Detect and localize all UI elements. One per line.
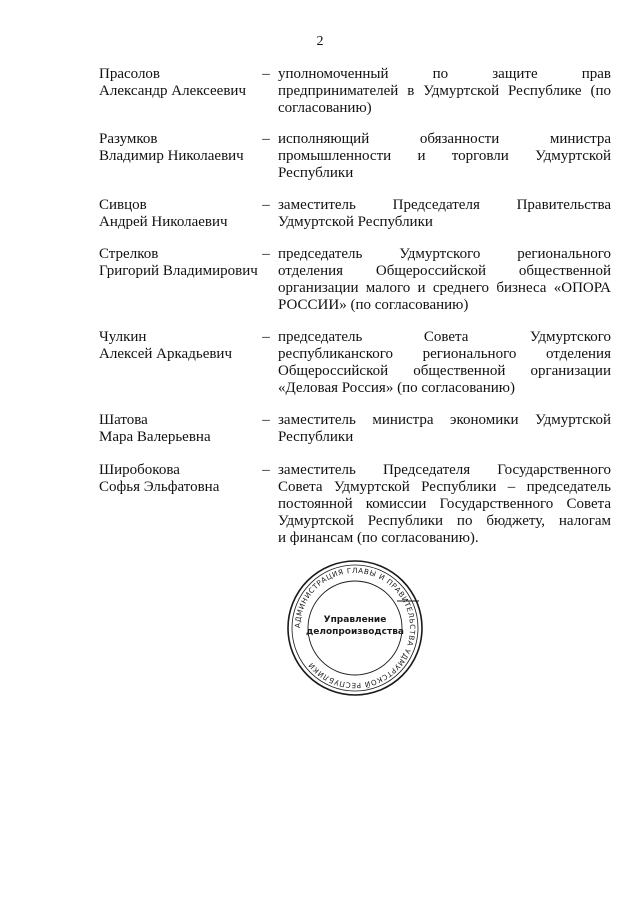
dash: – <box>262 462 270 478</box>
stamp-seal <box>285 558 425 698</box>
description-line: постоянной комиссии Государственного Совета <box>278 496 611 512</box>
description-line: Удмуртской Республики по бюджету, налогам <box>278 513 611 529</box>
given-names: Андрей Николаевич <box>99 214 228 230</box>
position-description <box>278 131 611 182</box>
page-number: 2 <box>316 34 324 49</box>
dash: – <box>262 131 270 147</box>
description-line: организации малого и среднего бизнеса «ОПОРА <box>278 280 611 296</box>
stamp-ring-text: АДМИНИСТРАЦИЯ ГЛАВЫ И ПРАВИТЕЛЬСТВА УДМУРТСКОЙ РЕСПУБЛИКИ <box>292 565 418 691</box>
description-line: отделения Общероссийской общественной <box>278 263 611 279</box>
given-names: Мара Валерьевна <box>99 429 211 445</box>
given-names: Александр Алексеевич <box>99 83 246 99</box>
given-names: Владимир Николаевич <box>99 148 244 164</box>
stamp-center-line-1: Управление <box>323 615 387 625</box>
position-description <box>278 246 611 314</box>
person-name <box>99 197 259 231</box>
person-name <box>99 462 259 496</box>
description-line: уполномоченный по защите прав <box>278 66 611 82</box>
surname: Шатова <box>99 412 148 428</box>
description-line: и финансам (по согласованию). <box>278 530 479 546</box>
position-description <box>278 197 611 231</box>
person-name <box>99 329 259 363</box>
description-line: согласованию) <box>278 100 372 116</box>
description-line: «Деловая Россия» (по согласованию) <box>278 380 516 396</box>
description-line: заместитель министра экономики Удмуртской <box>278 412 611 428</box>
position-description <box>278 412 611 446</box>
dash: – <box>262 66 270 82</box>
stamp-center-line-2: делопроизводства <box>306 627 404 637</box>
dash: – <box>262 246 270 262</box>
given-names: Софья Эльфатовна <box>99 479 220 495</box>
description-line: заместитель Председателя Правительства <box>278 197 611 213</box>
description-line: предпринимателей в Удмуртской Республике (по <box>278 83 611 99</box>
description-line: председатель Совета Удмуртского <box>278 329 611 345</box>
description-line: промышленности и торговли Удмуртской <box>278 148 611 164</box>
surname: Чулкин <box>99 329 147 345</box>
description-line: Республики <box>278 429 354 445</box>
description-line: республиканского регионального отделения <box>278 346 611 362</box>
description-line: Республики <box>278 165 354 181</box>
description-line: Удмуртской Республики <box>278 214 433 230</box>
surname: Разумков <box>99 131 158 147</box>
person-name <box>99 246 259 280</box>
person-name <box>99 131 259 165</box>
dash: – <box>262 197 270 213</box>
dash: – <box>262 412 270 428</box>
surname: Стрелков <box>99 246 159 262</box>
description-line: РОССИИ» (по согласованию) <box>278 297 469 313</box>
given-names: Григорий Владимирович <box>99 263 258 279</box>
description-line: заместитель Председателя Государственного <box>278 462 611 478</box>
surname: Сивцов <box>99 197 147 213</box>
description-line: Общероссийской общественной организации <box>278 363 611 379</box>
description-line: исполняющий обязанности министра <box>278 131 611 147</box>
dash: – <box>262 329 270 345</box>
position-description <box>278 462 611 547</box>
position-description <box>278 66 611 117</box>
surname: Широбокова <box>99 462 180 478</box>
given-names: Алексей Аркадьевич <box>99 346 233 362</box>
description-line: Совета Удмуртской Республики – председатель <box>278 479 611 495</box>
position-description <box>278 329 611 397</box>
surname: Прасолов <box>99 66 161 82</box>
description-line: председатель Удмуртского регионального <box>278 246 611 262</box>
person-name <box>99 66 259 100</box>
person-name <box>99 412 259 446</box>
